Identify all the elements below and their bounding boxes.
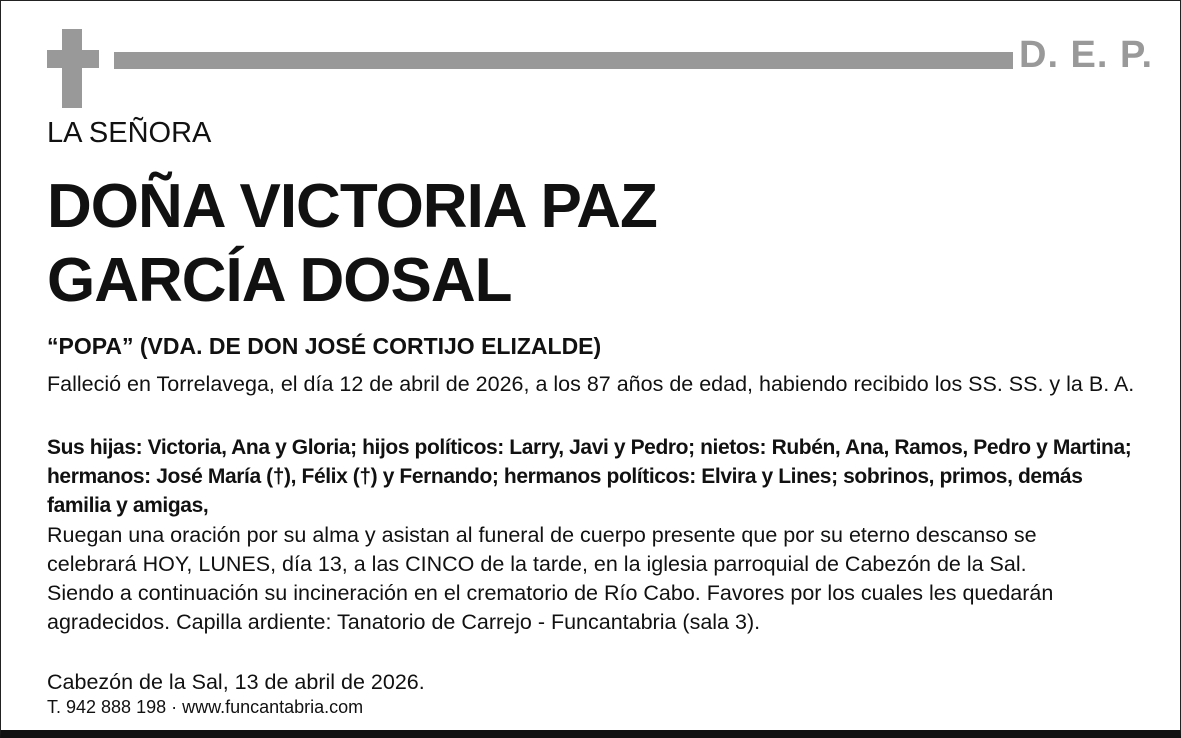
place-date: Cabezón de la Sal, 13 de abril de 2026. [47,670,425,694]
death-notice: Falleció en Torrelavega, el día 12 de abril de 2026, a los 87 años de edad, habiendo recibido los SS. SS. y la B. A. [47,372,1135,396]
cross-vertical [62,29,82,108]
deceased-name [47,170,657,318]
alias-line: “POPA” (VDA. DE DON JOSÉ CORTIJO ELIZALDE) [47,333,602,359]
funeral-details: Ruegan una oración por su alma y asistan al funeral de cuerpo presente que por su eterno descanso se celebrará HOY, LUNES, día 13, a las CINCO de la tarde, en la iglesia parroquial de Cabezón de la Sal. Siendo a continuación su incineración en el crematorio de Río Cabo. Favores por los cuales les quedarán agradecidos. Capilla ardiente: Tanatorio de Carrejo - Funcantabria (sala 3). [47,523,1054,634]
header-rule [114,52,1013,69]
contact-info: T. 942 888 198 · www.funcantabria.com [47,697,364,717]
cross-horizontal [47,50,99,68]
family-list: Sus hijas: Victoria, Ana y Gloria; hijos políticos: Larry, Javi y Pedro; nietos: Rubén, Ana, Ramos, Pedro y Martina; hermanos: José María (†), Félix (†) y Fernando; hermanos políticos: Elvira y Lines; sobrinos, primos, demás familia y amigas, [47,436,1132,517]
dep-label: D. E. P. [1019,34,1154,76]
name-line-2: GARCÍA DOSAL [47,246,512,315]
name-line-1: DOÑA VICTORIA PAZ [47,172,657,241]
honorific-title: LA SEÑORA [47,117,212,149]
